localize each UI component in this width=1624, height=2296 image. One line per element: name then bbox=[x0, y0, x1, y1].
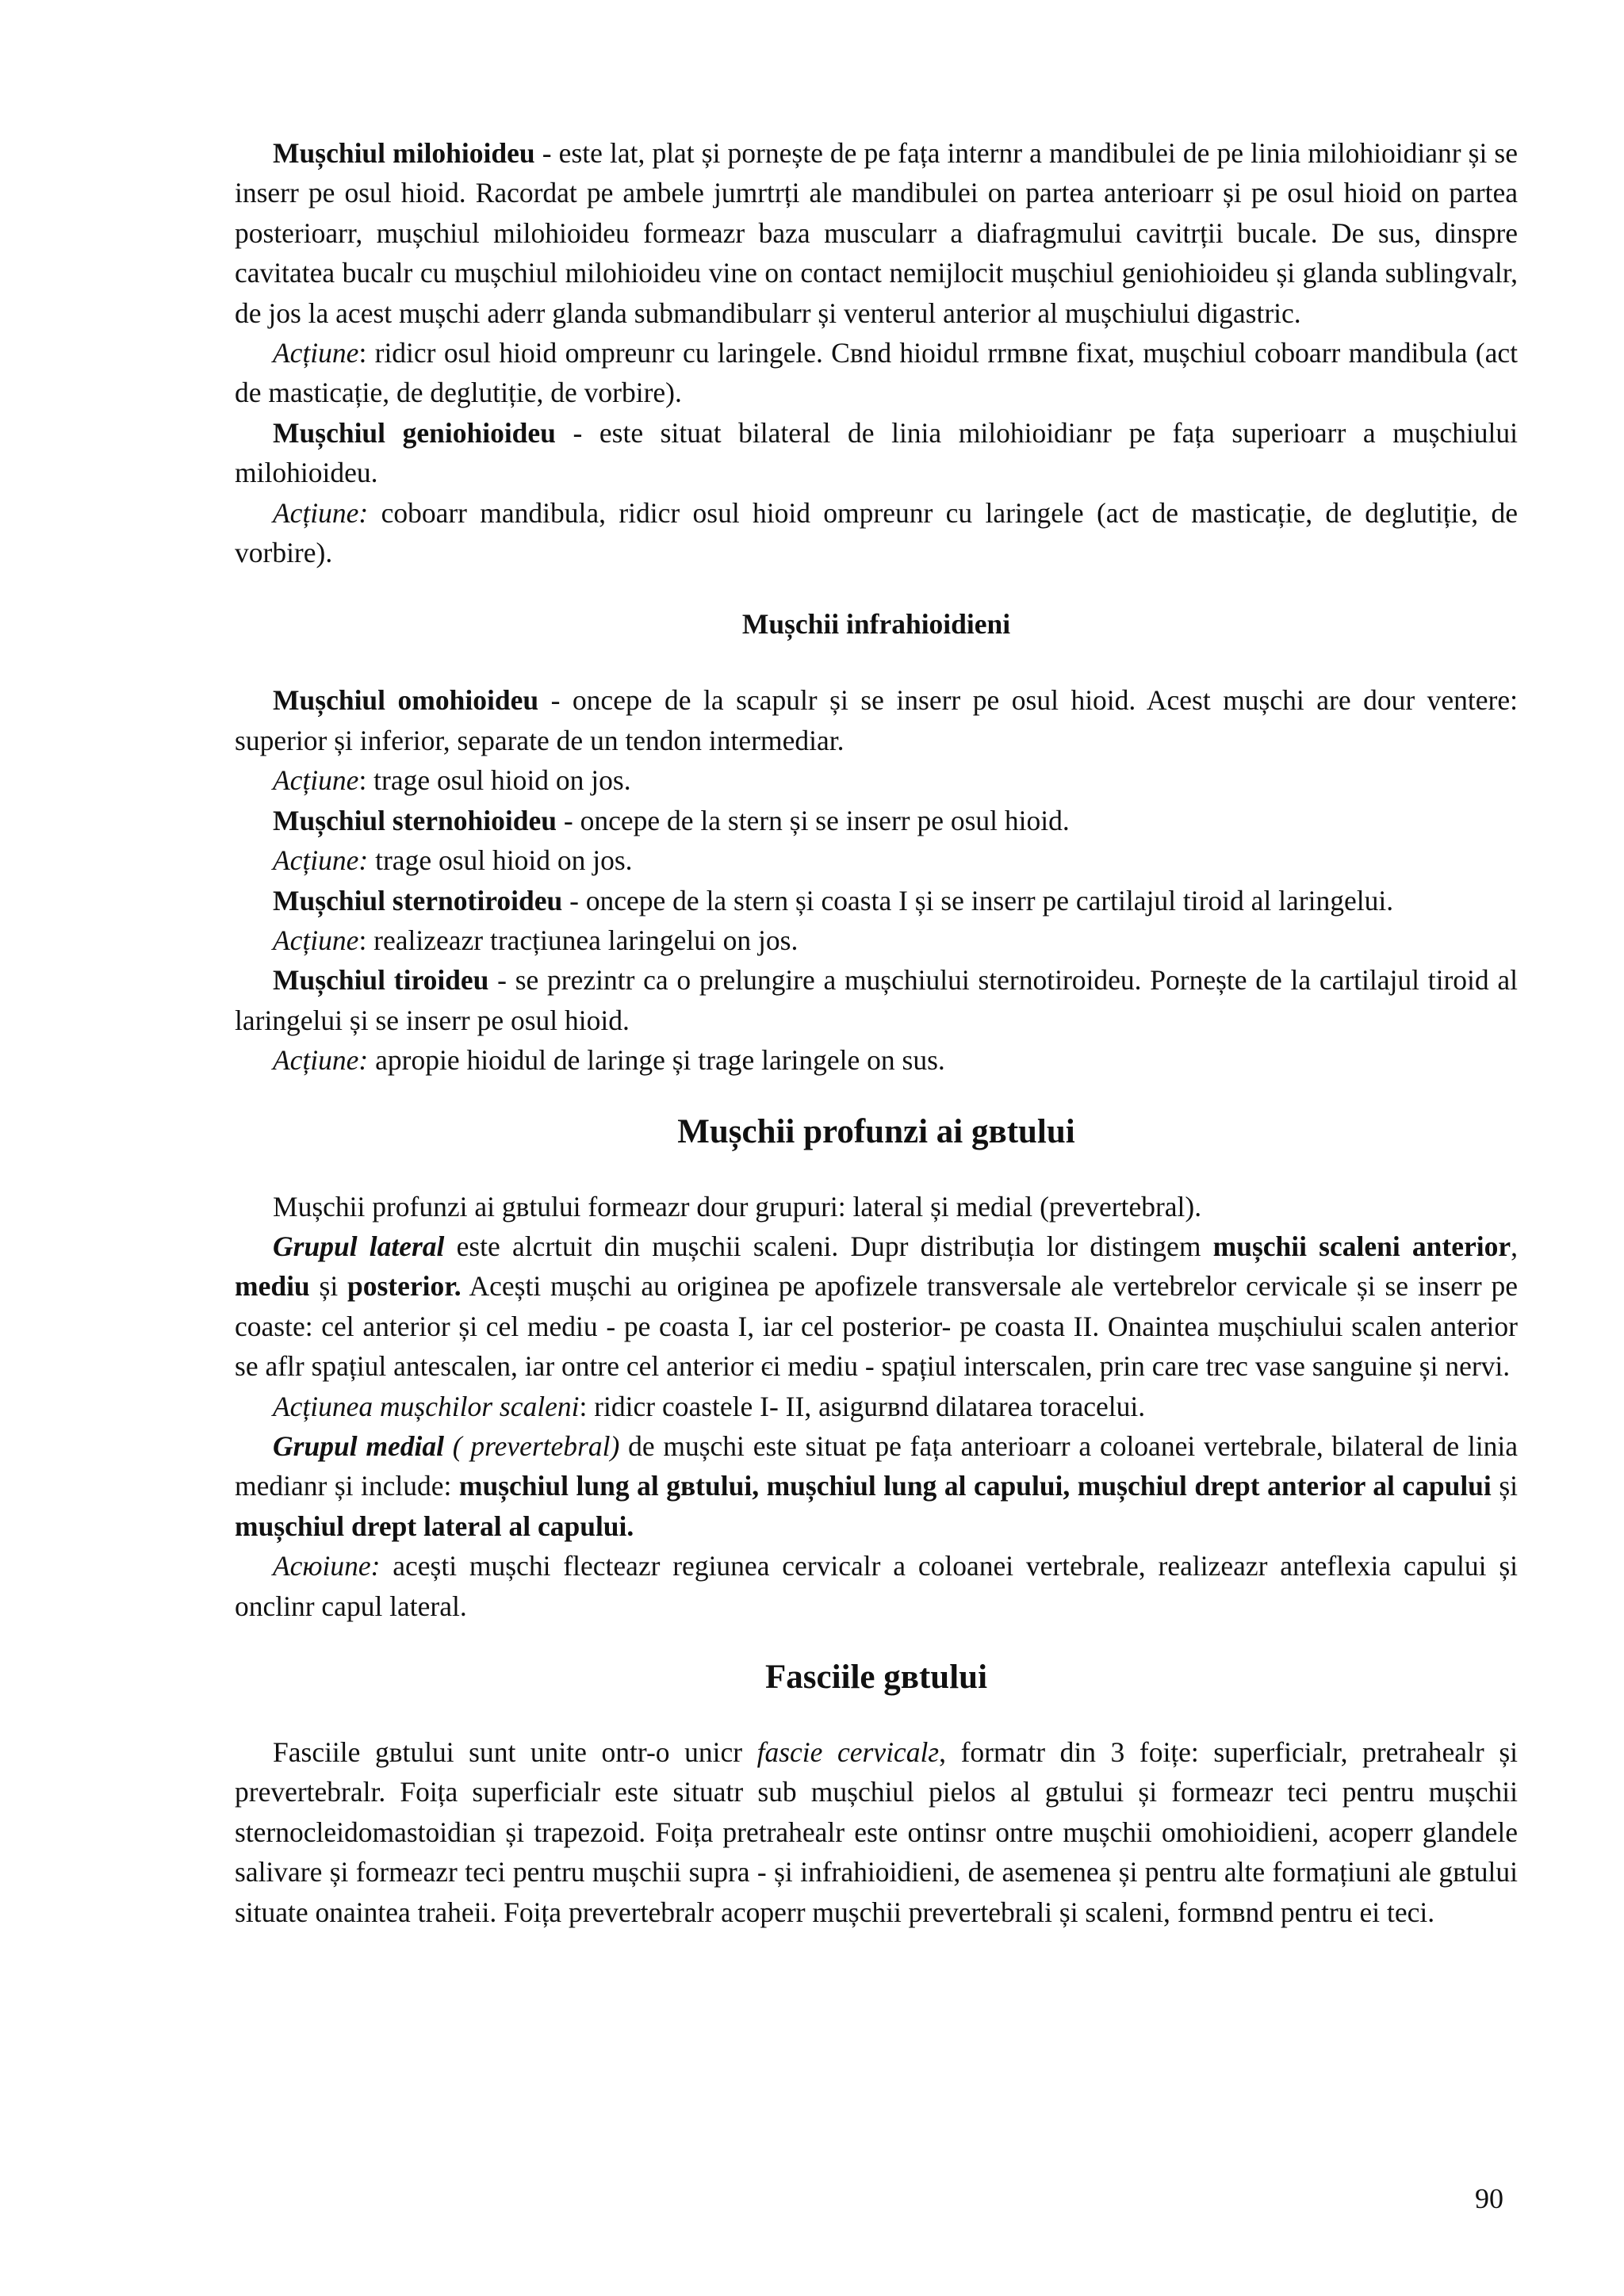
paragraph-milohioideu bbox=[235, 133, 1518, 333]
muscle-term: Mușchiul tiroideu bbox=[273, 964, 489, 997]
paragraph-text: trage osul hioid on jos. bbox=[368, 844, 633, 877]
paragraph-geniohioideu bbox=[235, 413, 1518, 493]
bold-term: posterior. bbox=[347, 1270, 462, 1303]
paragraph-sternotiroideu bbox=[235, 881, 1518, 920]
subsection-heading: Mușchii infrahioidieni bbox=[741, 608, 1011, 641]
page-number: 90 bbox=[1475, 2183, 1503, 2214]
action-label: Acțiune bbox=[273, 337, 359, 369]
paragraph-tiroideu bbox=[235, 960, 1518, 1040]
action-label: Acțiune: bbox=[273, 496, 369, 529]
paragraph-lateral-group bbox=[235, 1226, 1518, 1387]
paragraph-text: și bbox=[1491, 1470, 1518, 1502]
paragraph-action bbox=[235, 920, 1518, 960]
bold-term: mușchii scaleni anterior bbox=[1212, 1230, 1511, 1262]
paragraph-text: este alcrtuit din mușchii scaleni. Dupr distribuția lor distingem bbox=[444, 1230, 1213, 1262]
paragraph-fascia bbox=[235, 1732, 1518, 1932]
paragraph-omohioideu bbox=[235, 680, 1518, 760]
paragraph-text: : trage osul hioid on jos. bbox=[358, 764, 631, 797]
paragraph-action bbox=[235, 760, 1518, 800]
paragraph-text: - este lat, plat și pornește de pe fața internr a mandibulei de pe linia milohioidianr și se inserr pe osul hioid. Racordat pe ambele jumrtrți ale mandibulei on partea anterioarr și pe osul hioid on partea posterioarr, mușchiul milohioideu formeazr baza muscularr a diafragmului cavitrții bucale. De sus, dinspre cavitatea bucalr cu mușchiul milohioideu vine on contact nemijlocit mușchiul geniohioideu și glanda sublingvalr, de jos la acest mușchi aderr glanda submandibularr și venterul anterior al mușchiului digastric. bbox=[235, 137, 1518, 329]
paragraph-action bbox=[235, 1546, 1518, 1626]
paragraph-text: Acești mușchi au originea pe apofizele transversale ale vertebrelor cervicale și se inserr pe coaste: cel anterior și cel mediu - pe coasta I, iar cel posterior- pe coasta II. Onaintea mușchiului scalen anterior se aflr spațiul antescalen, iar ontre cel anterior єi mediu - spațiul interscalen, prin care trec vase sanguine și nervi. bbox=[235, 1270, 1518, 1383]
paragraph-sternohioideu bbox=[235, 801, 1518, 840]
action-label: Acțiune: bbox=[273, 1044, 369, 1077]
group-label: Grupul medial bbox=[273, 1429, 444, 1462]
muscle-term: Mușchiul sternotiroideu bbox=[273, 884, 563, 916]
paragraph-text: - este situat bilateral de linia milohioidianr pe fața superioarr a mușchiului milohioideu. bbox=[235, 416, 1518, 489]
group-label-note: ( prevertebral) bbox=[443, 1429, 620, 1462]
paragraph-text: - oncepe de la stern și se inserr pe osul hioid. bbox=[557, 804, 1070, 836]
paragraph-text: , bbox=[1511, 1230, 1518, 1262]
paragraph-text: : ridicr coastele I- II, asigurвnd dilatarea toracelui. bbox=[579, 1390, 1146, 1422]
group-label: Grupul lateral bbox=[273, 1230, 445, 1262]
action-label: Acțiune bbox=[273, 924, 359, 956]
paragraph-text: , formatr din 3 foițe: superficialr, pretrahealr și prevertebralr. Foița superficialr este situatr sub mușchiul pielos al gвtului și formeazr teci pentru mușchii sternocleidomastoidian și trapezoid. Foița pretrahealr este ontinsr ontre mușchii omohioidieni, acoperr glandele salivare și formeazr teci pentru mușchii supra - și infrahioidieni, de asemenea și pentru alte formațiuni ale gвtului situate onaintea traheii. Foița prevertebralr acoperr mușchii prevertebrali și scaleni, formвnd pentru ei teci. bbox=[235, 1736, 1518, 1928]
paragraph-action bbox=[235, 333, 1518, 413]
paragraph-text: acești mușchi flecteazr regiunea cervicalr a coloanei vertebrale, realizeazr anteflexia capului și onclinr capul lateral. bbox=[235, 1550, 1518, 1622]
paragraph-text: - oncepe de la scapulr și se inserr pe osul hioid. Acest mușchi are dour ventere: superior și inferior, separate de un tendon intermediar. bbox=[235, 684, 1518, 756]
muscle-term: Mușchiul omohioideu bbox=[273, 684, 539, 717]
paragraph-intro bbox=[235, 1187, 1518, 1226]
action-label: Acțiune bbox=[273, 764, 359, 797]
bold-term: mediu bbox=[235, 1270, 310, 1303]
action-label: Acюiune: bbox=[273, 1550, 381, 1582]
italic-term: fascie cervicalг bbox=[756, 1736, 940, 1768]
paragraph-action bbox=[235, 840, 1518, 880]
section-heading: Mușchii profunzi ai gвtului bbox=[677, 1112, 1075, 1150]
paragraph-action bbox=[235, 1387, 1518, 1426]
action-label: Acțiunea mușchilor scaleni bbox=[273, 1390, 580, 1422]
paragraph-text: Mușchii profunzi ai gвtului formeazr dour grupuri: lateral și medial (prevertebral). bbox=[273, 1190, 1202, 1223]
paragraph-medial-group bbox=[235, 1426, 1518, 1546]
action-label: Acțiune: bbox=[273, 844, 369, 877]
muscle-term: Mușchiul sternohioideu bbox=[273, 804, 557, 836]
paragraph-text: : realizeazr tracțiunea laringelui on jos. bbox=[358, 924, 799, 956]
paragraph-text: apropie hioidul de laringe și trage laringele on sus. bbox=[368, 1044, 945, 1077]
bold-term: mușchiul lung al gвtului, mușchiul lung al capului, mușchiul drept anterior al capului bbox=[458, 1470, 1492, 1502]
body-text bbox=[235, 133, 1518, 1932]
paragraph-text: de mușchi este situat pe fața anterioarr a coloanei vertebrale, bilateral de linia medianr și include: bbox=[235, 1429, 1518, 1502]
paragraph-action bbox=[235, 493, 1518, 573]
paragraph-text: : ridicr osul hioid ompreunr cu laringele. Cвnd hioidul rrmвne fixat, mușchiul coboarr mandibula (act de masticație, de deglutiție, de vorbire). bbox=[235, 337, 1518, 409]
paragraph-text: Fasciile gвtului sunt unite ontr-o unicr bbox=[273, 1736, 757, 1768]
paragraph-text: coboarr mandibula, ridicr osul hioid ompreunr cu laringele (act de masticație, de deglutiție, de vorbire). bbox=[235, 496, 1518, 569]
section-heading: Fasciile gвtului bbox=[764, 1659, 988, 1696]
paragraph-text: - se prezintr ca o prelungire a mușchiului sternotiroideu. Pornește de la cartilajul tiroid al laringelui și se inserr pe osul hioid. bbox=[235, 964, 1518, 1036]
paragraph-action bbox=[235, 1040, 1518, 1080]
paragraph-text: - oncepe de la stern și coasta I și se inserr pe cartilajul tiroid al laringelui. bbox=[562, 884, 1394, 916]
muscle-term: Mușchiul milohioideu bbox=[273, 137, 535, 169]
paragraph-text: și bbox=[309, 1270, 347, 1303]
muscle-term: Mușchiul geniohioideu bbox=[273, 416, 556, 449]
bold-term: mușchiul drept lateral al capului. bbox=[235, 1510, 634, 1542]
